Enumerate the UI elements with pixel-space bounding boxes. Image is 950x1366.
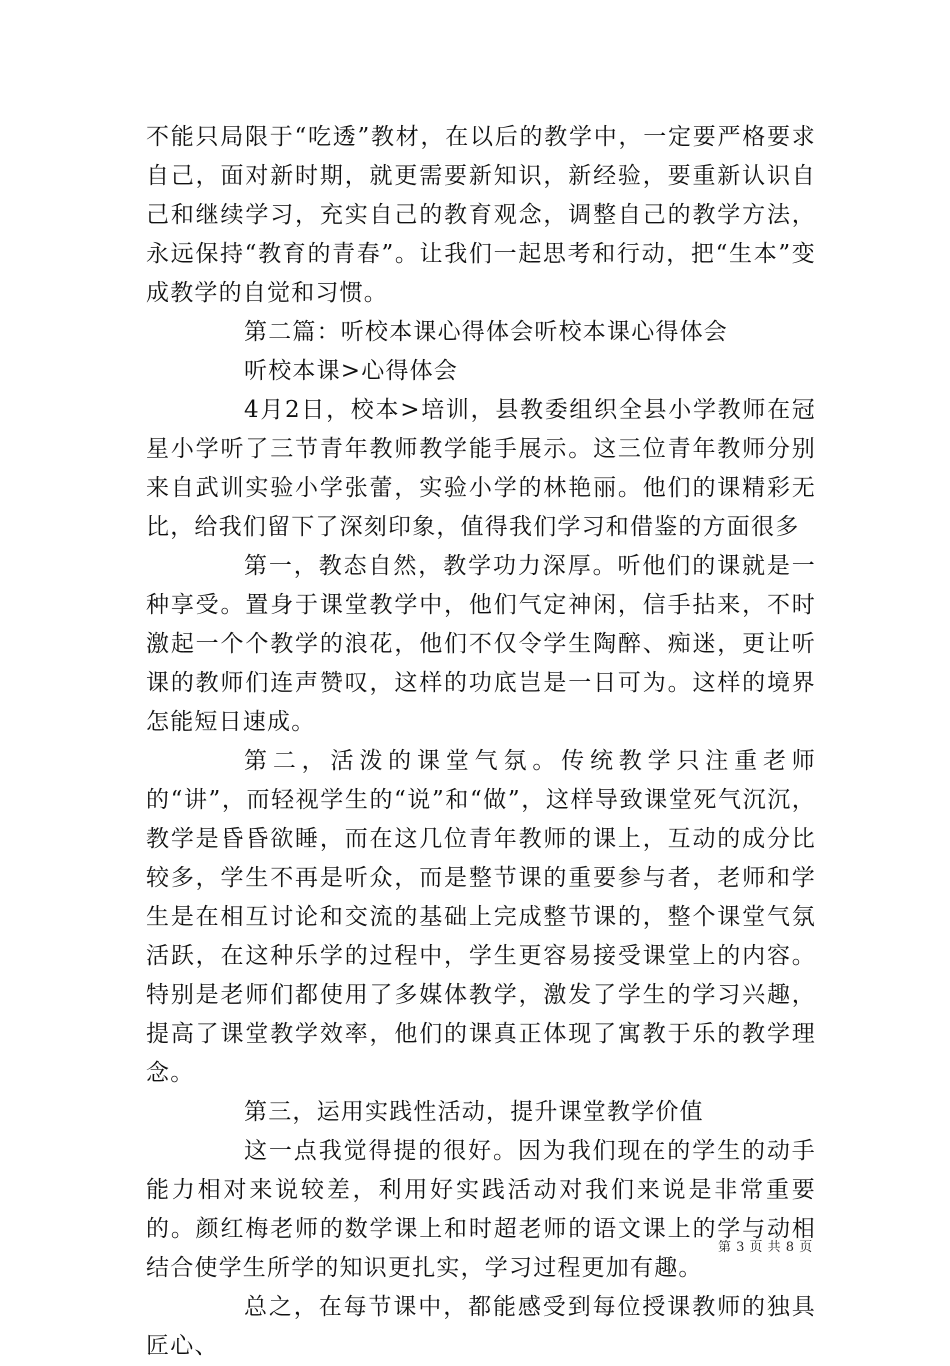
paragraph-point-three: 这一点我觉得提的很好。因为我们现在的学生的动手能力相对来说较差，利用好实践活动对我们来说是非常重要的。颜红梅老师的数学课上和时超老师的语文课上的学与动相结合使学生所学的知识更扎实，学习过程更加有趣。 bbox=[146, 1138, 816, 1281]
paragraph-point-one: 第一，教态自然，教学功力深厚。听他们的课就是一种享受。置身于课堂教学中，他们气定神闲，信手拈来，不时激起一个个教学的浪花，他们不仅令学生陶醉、痴迷，更让听课的教师们连声赞叹，这样的功底岂是一日可为。这样的境界怎能短日速成。 bbox=[146, 553, 816, 735]
paragraph-point-three-heading: 第三，运用实践性活动，提升课堂教学价值 bbox=[244, 1099, 704, 1125]
paragraph-continuation: 不能只局限于“吃透”教材，在以后的教学中，一定要严格要求自己，面对新时期，就更需要新知识，新经验，要重新认识自己和继续学习，充实自己的教育观念，调整自己的教学方法，永远保持“教育的青春”。让我们一起思考和行动，把“生本”变成教学的自觉和习惯。 bbox=[146, 124, 816, 306]
paragraph-point-two: 第二，活泼的课堂气氛。传统教学只注重老师的“讲”，而轻视学生的“说”和“做”，这样导致课堂死气沉沉，教学是昏昏欲睡，而在这几位青年教师的课上，互动的成分比较多，学生不再是听众，而是整节课的重要参与者，老师和学生是在相互讨论和交流的基础上完成整节课的，整个课堂气氛活跃，在这种乐学的过程中，学生更容易接受课堂上的内容。特别是老师们都使用了多媒体教学，激发了学生的学习兴趣，提高了课堂教学效率，他们的课真正体现了寓教于乐的教学理念。 bbox=[146, 748, 816, 1086]
section-subtitle: 听校本课>心得体会 bbox=[244, 358, 459, 384]
page-number-footer: 第 3 页 共 8 页 bbox=[718, 1240, 813, 1255]
paragraph-conclusion: 总之，在每节课中，都能感受到每位授课教师的独具匠心、 bbox=[146, 1294, 816, 1359]
section-heading: 第二篇：听校本课心得体会听校本课心得体会 bbox=[244, 319, 728, 345]
document-body bbox=[146, 118, 816, 1366]
paragraph-intro: 4月2日，校本>培训，县教委组织全县小学教师在冠星小学听了三节青年教师教学能手展示。这三位青年教师分别来自武训实验小学张蕾，实验小学的林艳丽。他们的课精彩无比，给我们留下了深刻印象，值得我们学习和借鉴的方面很多 bbox=[146, 397, 816, 540]
